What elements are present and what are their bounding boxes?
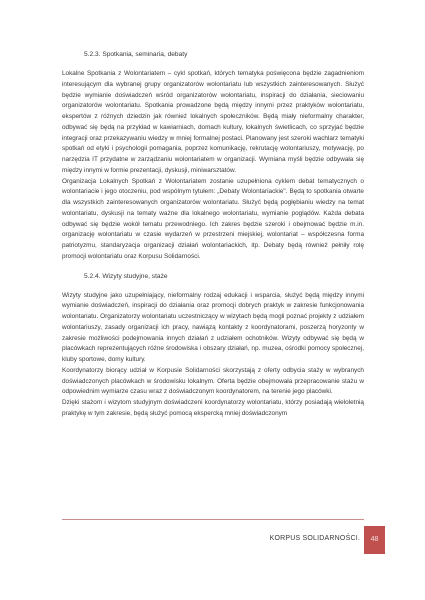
paragraph-debaty: Organizacja Lokalnych Spotkań z Wolontariatem zostanie uzupełniona cyklem debat tematycznych o wolontariacie i jego otoczeniu, pod wspólnym tytułem: „Debaty Wolontariackie". Będą to spotkania otwarte dla wszystkich zainteresowanych organizatorów wolontariatu. Służyć będą pogłębianiu wiedzy na temat wolontariatu, dyskusji na tematy ważne dla lokalnego wolontariatu, wymianie poglądów. Każda debata odbywać się będzie wokół tematu przewodniego. Ich zakres będzie szeroki i obejmować będzie m.in. organizację wolontariatu w czasie wydarzeń w przestrzeni miejskiej, wolontariat – współczesna forma patriotyzmu, standaryzacja organizacji działań wolontariackich, itp. Debaty będą również pełniły rolę promocji wolontariatu oraz Korpusu Solidarności. (62, 177, 364, 260)
footer-divider (62, 519, 364, 520)
footer-title: KORPUS SOLIDARNOŚCI. (269, 535, 360, 542)
section-heading-wizyty: 5.2.4. Wizyty studyjne, staże (84, 272, 168, 280)
paragraph-staze: Koordynatorzy biorący udział w Korpusie Solidarności skorzystają z oferty odbycia staży w wybranych doświadczonych placówkach w środowisku lokalnym. Oferta będzie obejmowała przepracowanie stażu w odpowiednim wymiarze czasu wraz z doświadczonym koordynatorem, na terenie jego placówki. (62, 366, 364, 396)
paragraph-lokalne-spotkania: Lokalne Spotkania z Wolontariatem – cykl spotkań, których tematyka poświęcona będzie zagadnieniom interesującym dla wybranej grupy organizatorów wolontariatu lub wszystkich zainteresowanych. Służyć będzie wymianie doświadczeń wśród organizatorów wolontariatu, inspiracji do działania, sieciowaniu organizatorów wolontariatu. Spotkania prowadzone będą między innymi przez praktyków wolontariatu, ekspertów z różnych dziedzin jak również lokalnych społeczników. Będą miały nieformalny charakter, odbywać się będą na przykład w kawiarniach, domach kultury, lokalnych świetlicach, co sprzyjać będzie integracji oraz przekazywaniu wiedzy w mniej formalnej postaci. Planowany jest szeroki wachlarz tematyki spotkań od etyki i psychologii pomagania, poprzez komunikację, rekrutację wolontariuszy, motywację, po narzędzia IT przydatne w zarządzaniu wolontariatem w organizacji. Wymiana myśli będzie odbywała się między innymi w formie prezentacji, dyskusji, miniwarsztatów. (62, 70, 364, 174)
page-number-badge: 48 (364, 526, 385, 554)
section-heading-spotkania: 5.2.3. Spotkania, seminaria, debaty (84, 51, 188, 58)
paragraph-pomoc-ekspercka: Dzięki stażom i wizytom studyjnym doświadczeni koordynatorzy wolontariatu, którzy posiadają wieloletnią praktykę w tym zakresie, będą służyć pomocą ekspercką mniej doświadczonym (62, 399, 364, 417)
paragraph-wizyty-studyjne: Wizyty studyjne jako uzupełniający, nieformalny rodzaj edukacji i wsparcia, służyć będą między innymi wymianie doświadczeń, inspiracji do działania oraz promocji dobrych praktyk w zakresie funkcjonowania wolontariatu. Organizatorzy wolontariatu uczestniczący w wizytach będą mogli poznać projekty z udziałem wolontariuszy, zasady organizacji ich pracy, nawiązą kontakty z koordynatorami, poszerzą horyzonty w zakresie możliwości podejmowania innych działań z udziałem ochotników. Wizyty odbywać się będą w placówkach reprezentujących różne środowiska i obszary działań, np. muzea, ośrodki pomocy społecznej, kluby sportowe, domy kultury. (62, 291, 364, 363)
page-content (62, 50, 364, 420)
